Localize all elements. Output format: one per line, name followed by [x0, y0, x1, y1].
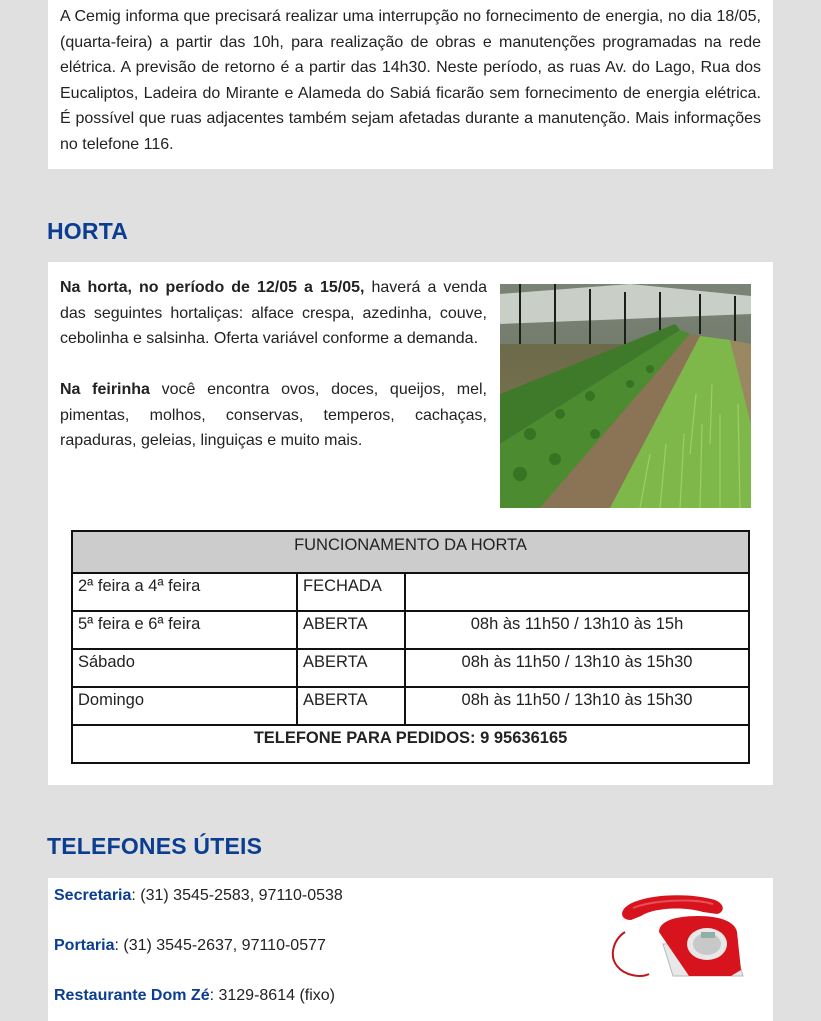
- table-cell-day: 5ª feira e 6ª feira: [72, 611, 297, 649]
- table-cell-status: FECHADA: [297, 573, 405, 611]
- telephone-icon: [603, 892, 753, 980]
- phone-number: : (31) 3545-2637, 97110-0577: [114, 937, 326, 954]
- feirinha-text: você encontra ovos, doces, queijos, mel, pimentas, molhos, conservas, temperos, cachaças, rapaduras, geleias, linguiças e muito mais.: [60, 381, 487, 449]
- phone-entry-portaria: [54, 937, 326, 955]
- table-cell-hours: [405, 573, 749, 611]
- feirinha-bold: Na feirinha: [60, 381, 150, 398]
- table-footer-phone: TELEFONE PARA PEDIDOS: 9 95636165: [72, 725, 749, 763]
- notice-card: [48, 0, 773, 169]
- phone-number: : 3129-8614 (fixo): [209, 987, 335, 1004]
- table-cell-day: Sábado: [72, 649, 297, 687]
- table-row: [72, 573, 749, 611]
- table-row: [72, 649, 749, 687]
- section-title-telefones: TELEFONES ÚTEIS: [47, 833, 263, 859]
- table-cell-hours: 08h às 11h50 / 13h10 às 15h30: [405, 687, 749, 725]
- table-row: [72, 687, 749, 725]
- notice-text: A Cemig informa que precisará realizar uma interrupção no fornecimento de energia, no dia 18/05, (quarta-feira) a partir das 10h, para realização de obras e manutenções programadas na rede elétrica. A previsão de retorno é a partir das 14h30. Neste período, as ruas Av. do Lago, Rua dos Eucaliptos, Ladeira do Mirante e Alameda do Sabiá ficarão sem fornecimento de energia elétrica. É possível que ruas adjacentes também sejam afetadas durante a manutenção. Mais informações no telefone 116.: [60, 8, 761, 153]
- section-title-horta: HORTA: [47, 218, 129, 244]
- phone-entry-secretaria: [54, 887, 343, 905]
- horta-description: [60, 275, 487, 454]
- horta-hours-table: [71, 530, 750, 764]
- feirinha-paragraph: [60, 377, 487, 454]
- phone-entry-restaurante: [54, 987, 335, 1005]
- horta-card: [48, 262, 773, 785]
- table-cell-day: 2ª feira a 4ª feira: [72, 573, 297, 611]
- horta-period-text: haverá a venda das seguintes hortaliças: alface crespa, azedinha, couve, cebolinha e salsinha. Oferta variável conforme a demanda.: [60, 279, 487, 347]
- table-cell-hours: 08h às 11h50 / 13h10 às 15h: [405, 611, 749, 649]
- table-cell-hours: 08h às 11h50 / 13h10 às 15h30: [405, 649, 749, 687]
- table-cell-status: ABERTA: [297, 649, 405, 687]
- table-cell-status: ABERTA: [297, 687, 405, 725]
- phone-label: Secretaria: [54, 887, 132, 904]
- horta-paragraph: [60, 275, 487, 352]
- phone-label: Restaurante Dom Zé: [54, 987, 210, 1004]
- phone-number: : (31) 3545-2583, 97110-0538: [131, 887, 343, 904]
- table-header-row: [72, 531, 749, 573]
- table-footer-row: [72, 725, 749, 763]
- greenhouse-photo: [500, 284, 751, 508]
- table-cell-status: ABERTA: [297, 611, 405, 649]
- table-cell-day: Domingo: [72, 687, 297, 725]
- horta-period-bold: Na horta, no período de 12/05 a 15/05,: [60, 279, 365, 296]
- phone-label: Portaria: [54, 937, 115, 954]
- table-row: [72, 611, 749, 649]
- telefones-card: [48, 878, 773, 1021]
- table-header: FUNCIONAMENTO DA HORTA: [72, 531, 749, 573]
